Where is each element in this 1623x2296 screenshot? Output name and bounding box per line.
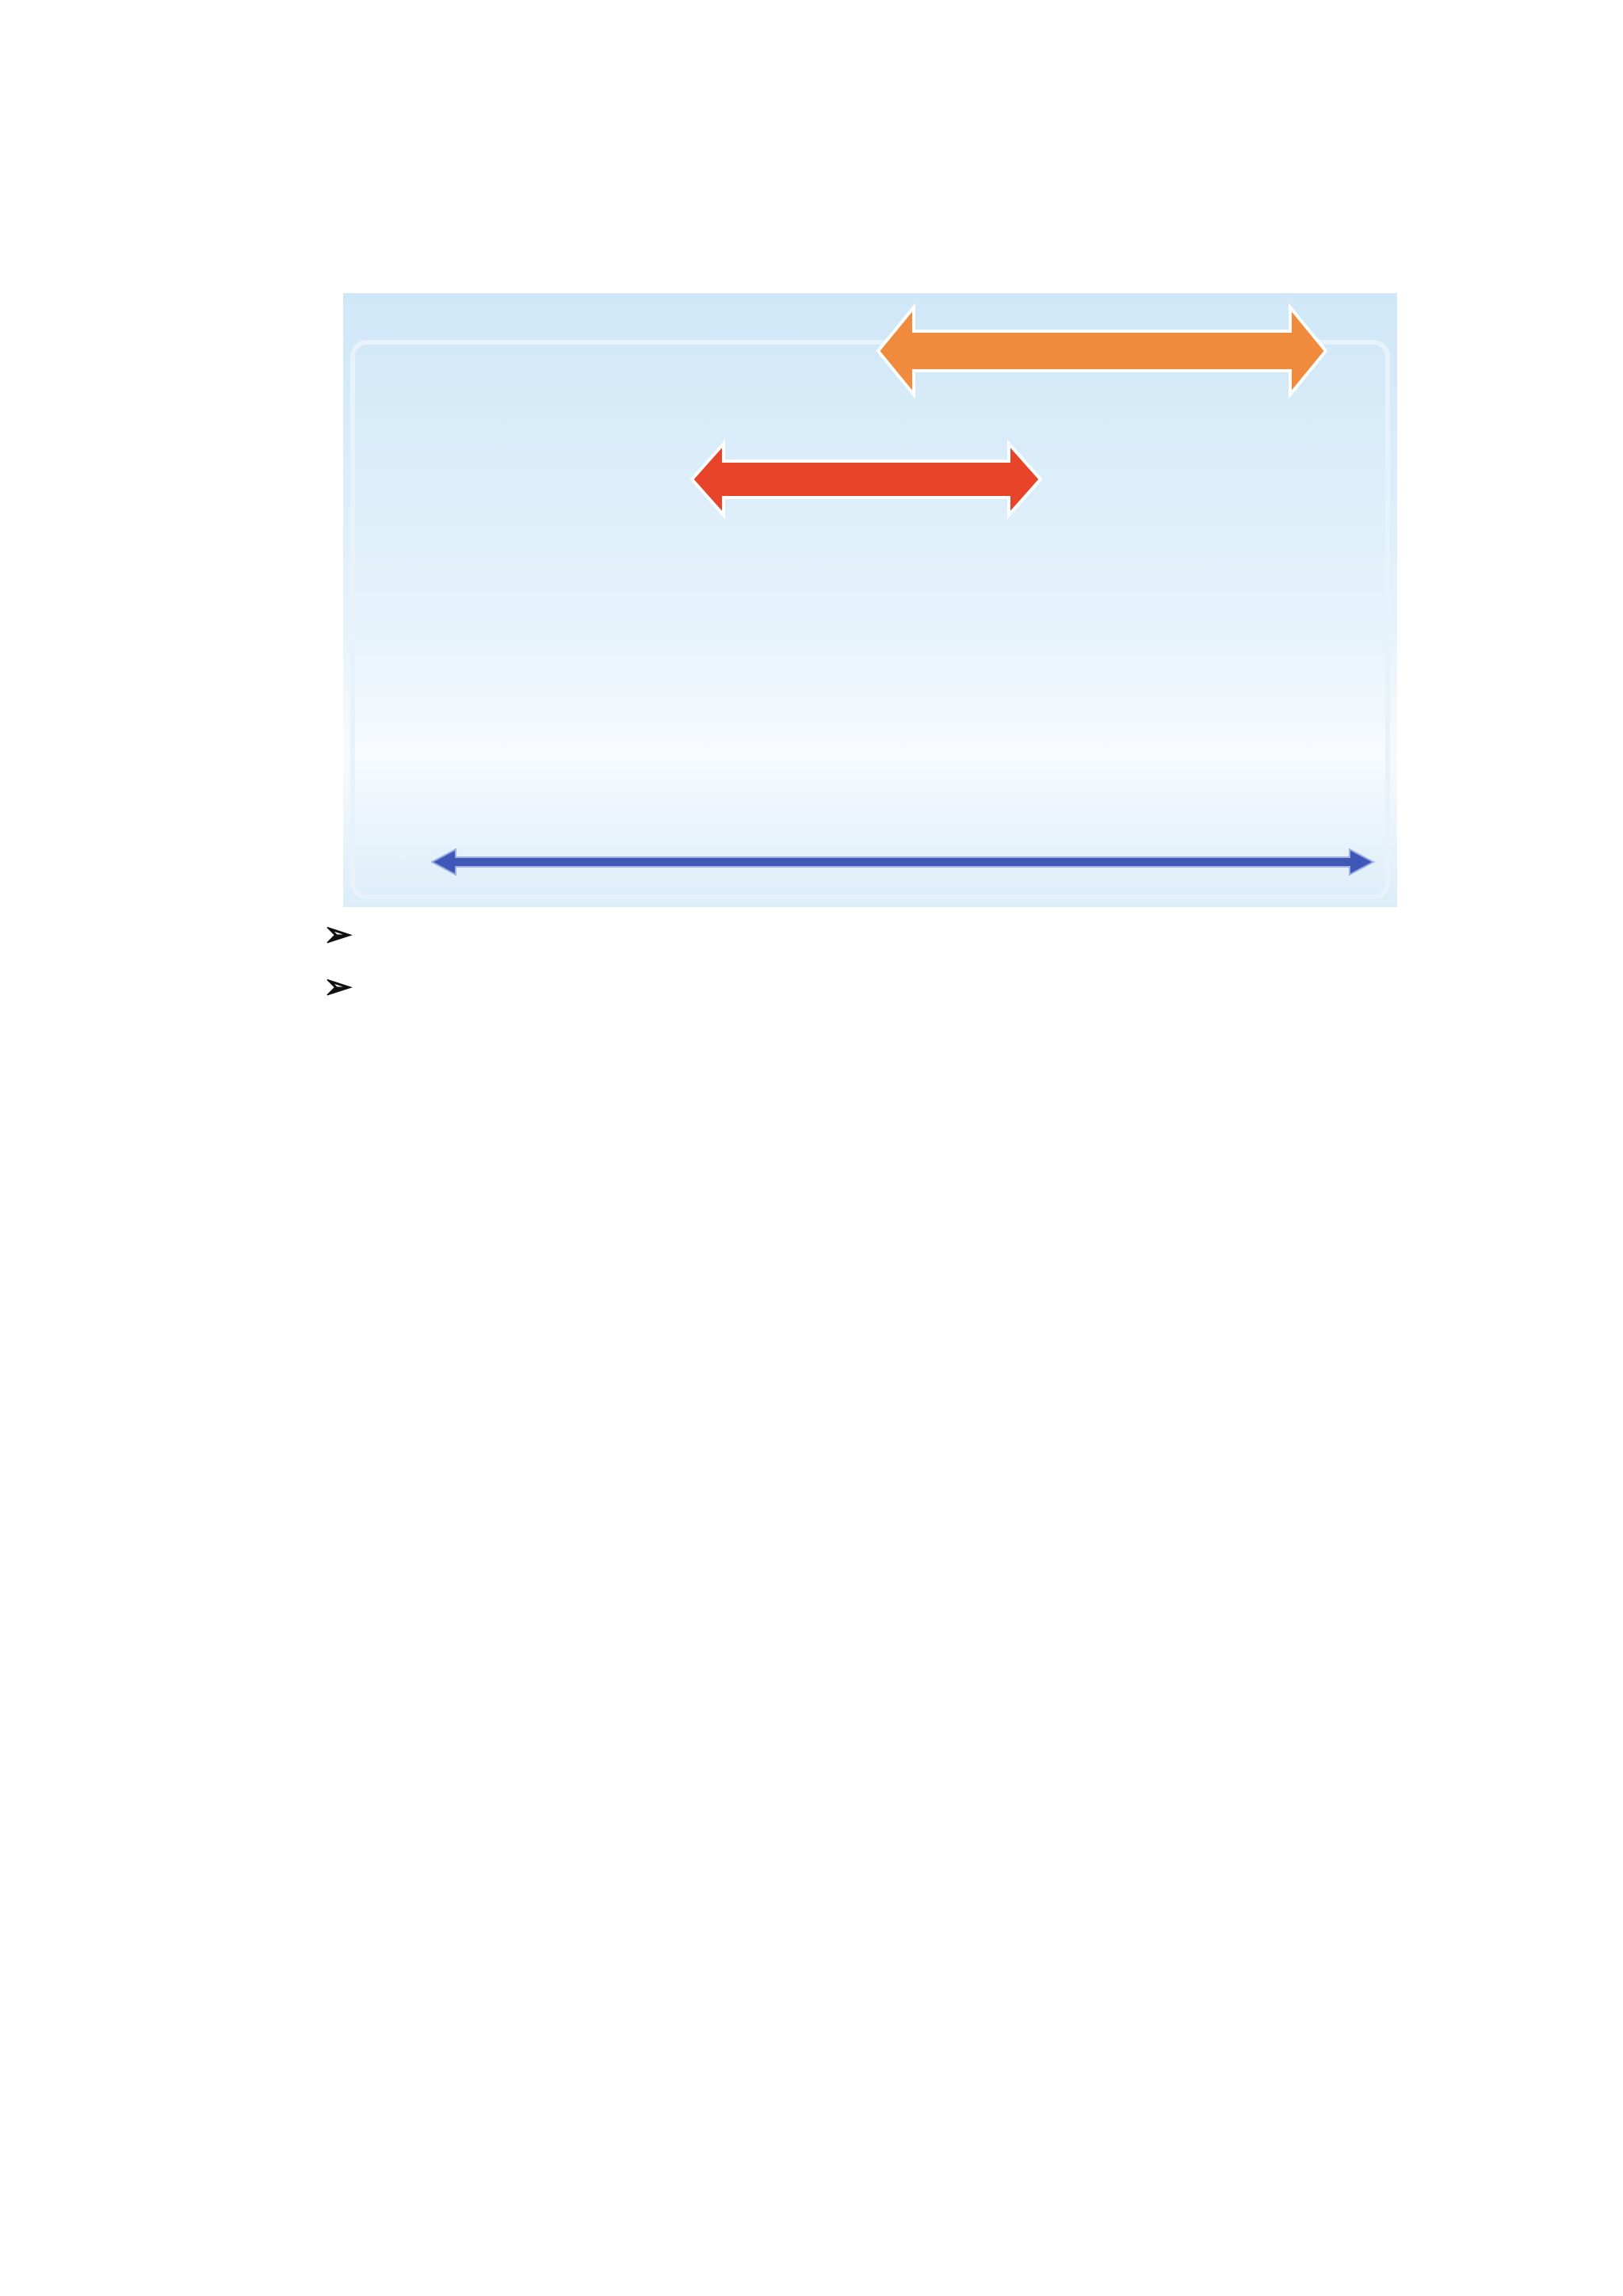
technology-levels-diagram	[343, 293, 1397, 907]
arrow-bullet-icon: ➢	[323, 915, 353, 954]
disadvantages-heading	[272, 959, 1476, 1012]
arrow-bullet-icon: ➢	[323, 967, 353, 1006]
body-text	[272, 907, 1476, 1012]
advantages-heading	[272, 907, 1476, 959]
diagram-background	[343, 293, 1397, 907]
